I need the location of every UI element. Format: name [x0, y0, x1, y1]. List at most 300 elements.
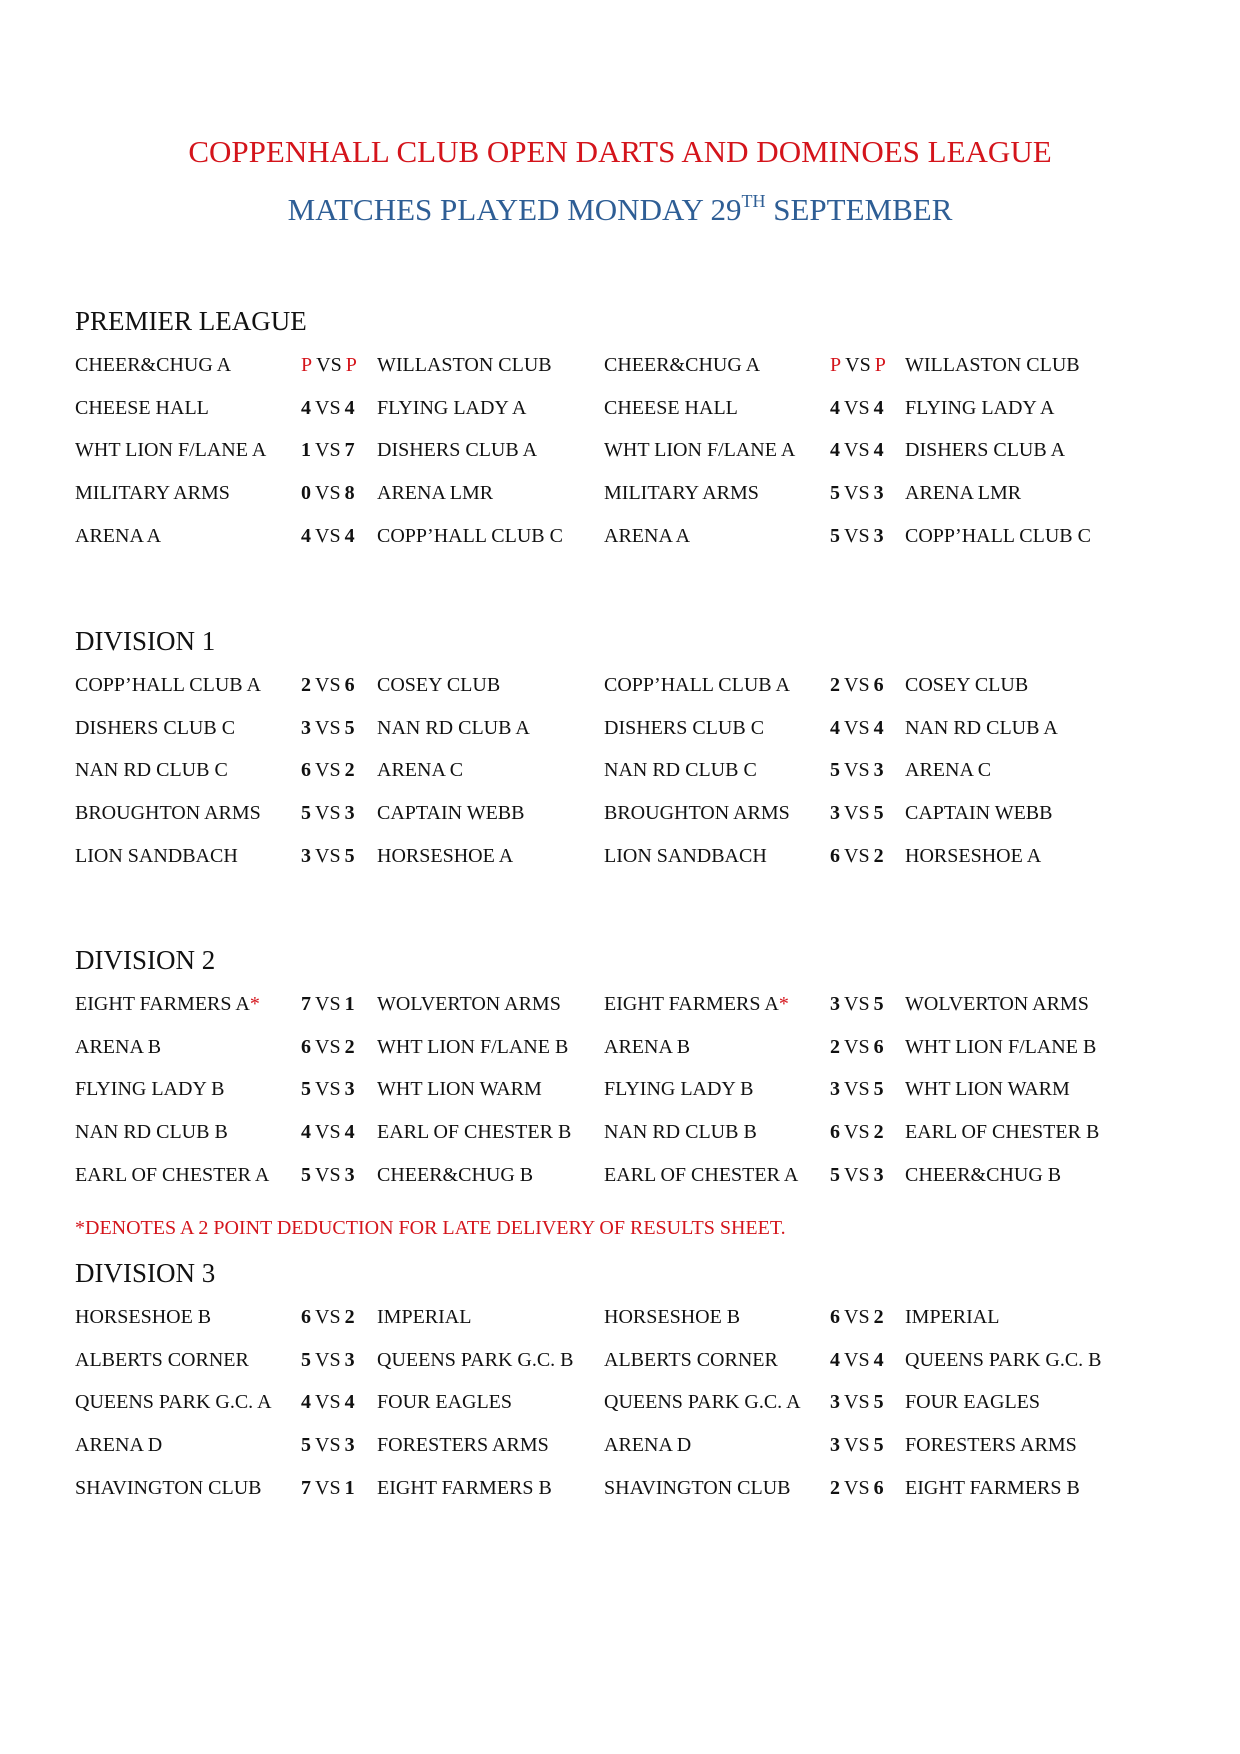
deduction-note: *DENOTES A 2 POINT DEDUCTION FOR LATE DELIVERY OF RESULTS SHEET.: [75, 1217, 786, 1239]
dominoes-home-team: [604, 802, 790, 825]
darts-score: [301, 845, 355, 868]
vs-label: VS: [844, 844, 870, 867]
dominoes-away-team: EIGHT FARMERS B: [905, 1476, 1080, 1499]
away-score: 2: [344, 1306, 355, 1328]
darts-home-team: [75, 674, 261, 697]
home-score: 5: [830, 482, 840, 505]
darts-home-team: [75, 1434, 162, 1457]
home-team-name: EIGHT FARMERS A: [604, 993, 779, 1015]
home-team-name: LION SANDBACH: [75, 844, 238, 867]
vs-label: VS: [315, 524, 341, 547]
darts-away-team: WHT LION F/LANE B: [377, 1035, 569, 1058]
match-row: [0, 845, 1240, 875]
darts-away-team: HORSESHOE A: [377, 844, 514, 867]
darts-score: [301, 1477, 355, 1500]
vs-label: VS: [315, 439, 341, 462]
away-score: P: [874, 354, 886, 376]
match-row: [0, 1349, 1240, 1379]
dominoes-score: [830, 674, 884, 697]
dominoes-away-team: WHT LION WARM: [905, 1078, 1070, 1101]
dominoes-away-team: HORSESHOE A: [905, 844, 1042, 867]
home-score: 3: [830, 1391, 840, 1414]
dominoes-away-team: CHEER&CHUG B: [905, 1163, 1062, 1186]
home-score: 4: [830, 396, 840, 419]
dominoes-home-team: [604, 1434, 691, 1457]
vs-label: VS: [315, 674, 341, 696]
dominoes-away-team: COPP’HALL CLUB C: [905, 524, 1091, 547]
dominoes-score: [830, 1036, 884, 1059]
dominoes-home-team: [604, 482, 759, 505]
dominoes-home-team: [604, 674, 790, 697]
home-team-name: ARENA A: [75, 524, 162, 547]
vs-label: VS: [315, 1434, 341, 1457]
dominoes-score: [830, 397, 884, 420]
home-team-name: BROUGHTON ARMS: [604, 802, 790, 825]
home-score: 5: [301, 1163, 311, 1186]
darts-home-team: [75, 525, 161, 548]
dominoes-away-team: WOLVERTON ARMS: [905, 993, 1089, 1015]
darts-away-team: NAN RD CLUB A: [377, 716, 530, 739]
dominoes-away-team: WILLASTON CLUB: [905, 354, 1080, 376]
away-score: 5: [873, 1078, 884, 1101]
dominoes-score: [830, 802, 884, 825]
away-score: 3: [344, 1434, 355, 1457]
away-score: 3: [873, 759, 884, 782]
dominoes-home-team: [604, 845, 767, 868]
home-score: 4: [830, 716, 840, 739]
home-team-name: ARENA D: [604, 1434, 692, 1457]
home-score: 1: [301, 439, 311, 462]
home-score: 5: [830, 524, 840, 547]
home-team-name: QUEENS PARK G.C. A: [75, 1391, 272, 1414]
match-row: [0, 482, 1240, 512]
dominoes-away-team: COSEY CLUB: [905, 674, 1029, 696]
darts-away-team: ARENA LMR: [377, 482, 494, 505]
vs-label: VS: [315, 1391, 341, 1414]
match-row: [0, 1036, 1240, 1066]
darts-score: [301, 482, 355, 505]
home-team-name: NAN RD CLUB B: [75, 1121, 228, 1144]
home-score: 2: [830, 1035, 840, 1058]
away-score: 5: [873, 993, 884, 1015]
vs-label: VS: [315, 1035, 341, 1058]
darts-home-team: [75, 759, 228, 782]
home-team-name: ARENA B: [604, 1035, 691, 1058]
match-row: [0, 674, 1240, 704]
home-score: 2: [830, 1476, 840, 1499]
dominoes-score: [830, 1477, 884, 1500]
home-score: P: [301, 354, 313, 376]
home-team-name: COPP’HALL CLUB A: [75, 674, 261, 696]
darts-score: [301, 1434, 355, 1457]
darts-home-team: [75, 993, 260, 1016]
home-score: 5: [301, 1434, 311, 1457]
dominoes-away-team: FLYING LADY A: [905, 396, 1055, 419]
match-date-subtitle: [0, 192, 1240, 228]
vs-label: VS: [844, 1348, 870, 1371]
darts-away-team: CAPTAIN WEBB: [377, 802, 525, 825]
dominoes-score: [830, 482, 884, 505]
vs-label: VS: [844, 439, 870, 462]
dominoes-away-team: CAPTAIN WEBB: [905, 802, 1053, 825]
home-score: 2: [830, 674, 840, 696]
match-row: [0, 1078, 1240, 1108]
home-score: 5: [830, 1163, 840, 1186]
home-score: 5: [301, 1078, 311, 1101]
vs-label: VS: [315, 1348, 341, 1371]
away-score: 3: [873, 1163, 884, 1186]
dominoes-score: [830, 1078, 884, 1101]
vs-label: VS: [315, 1163, 341, 1186]
dominoes-away-team: NAN RD CLUB A: [905, 716, 1058, 739]
darts-home-team: [75, 1036, 161, 1059]
home-score: 5: [301, 802, 311, 825]
dominoes-away-team: ARENA C: [905, 759, 992, 782]
away-score: 4: [344, 396, 355, 419]
home-score: 3: [830, 1434, 840, 1457]
darts-away-team: FORESTERS ARMS: [377, 1434, 549, 1457]
home-team-name: MILITARY ARMS: [604, 482, 759, 505]
away-score: 3: [873, 524, 884, 547]
home-team-name: WHT LION F/LANE A: [604, 439, 796, 462]
home-score: 4: [830, 1348, 840, 1371]
vs-label: VS: [315, 844, 341, 867]
vs-label: VS: [844, 802, 870, 825]
home-team-name: ARENA D: [75, 1434, 163, 1457]
darts-score: [301, 802, 355, 825]
away-score: 5: [344, 716, 355, 739]
vs-label: VS: [315, 716, 341, 739]
home-score: P: [830, 354, 842, 376]
vs-label: VS: [315, 1476, 341, 1499]
match-row: [0, 1477, 1240, 1507]
darts-score: [301, 1121, 355, 1144]
vs-label: VS: [844, 1035, 870, 1058]
away-score: 2: [344, 1035, 355, 1058]
home-score: 6: [830, 1306, 840, 1328]
home-score: 6: [301, 759, 311, 782]
match-row: [0, 759, 1240, 789]
away-score: 3: [344, 802, 355, 825]
away-score: 3: [344, 1348, 355, 1371]
home-score: 3: [301, 716, 311, 739]
darts-home-team: [75, 845, 238, 868]
darts-score: [301, 1164, 355, 1187]
home-score: 6: [301, 1035, 311, 1058]
away-score: 2: [344, 759, 355, 782]
dominoes-score: [830, 1121, 884, 1144]
vs-label: VS: [844, 716, 870, 739]
home-team-name: CHEER&CHUG A: [604, 354, 761, 376]
home-team-name: ARENA B: [75, 1035, 162, 1058]
dominoes-home-team: [604, 525, 690, 548]
home-team-name: SHAVINGTON CLUB: [604, 1476, 791, 1499]
dominoes-away-team: ARENA LMR: [905, 482, 1022, 505]
home-team-name: HORSESHOE B: [604, 1306, 741, 1328]
vs-label: VS: [844, 759, 870, 782]
home-score: 7: [301, 993, 311, 1015]
home-team-name: NAN RD CLUB C: [604, 759, 757, 782]
dominoes-home-team: [604, 1078, 753, 1101]
match-row: [0, 1434, 1240, 1464]
darts-score: [301, 759, 355, 782]
home-team-name: LION SANDBACH: [604, 844, 767, 867]
vs-label: VS: [315, 1078, 341, 1101]
home-score: 6: [830, 844, 840, 867]
dominoes-home-team: [604, 993, 789, 1016]
dominoes-score: [830, 1306, 884, 1329]
home-team-name: EARL OF CHESTER A: [75, 1163, 270, 1186]
darts-away-team: WHT LION WARM: [377, 1078, 542, 1101]
darts-home-team: [75, 1121, 228, 1144]
away-score: 4: [873, 1348, 884, 1371]
dominoes-score: [830, 1434, 884, 1457]
home-score: 4: [301, 1391, 311, 1414]
darts-away-team: FOUR EAGLES: [377, 1391, 513, 1414]
home-team-name: WHT LION F/LANE A: [75, 439, 267, 462]
darts-away-team: COPP’HALL CLUB C: [377, 524, 563, 547]
away-score: 5: [344, 844, 355, 867]
dominoes-home-team: [604, 1164, 798, 1187]
away-score: 6: [873, 1476, 884, 1499]
home-team-name: CHEER&CHUG A: [75, 354, 232, 376]
home-score: 5: [830, 759, 840, 782]
dominoes-away-team: IMPERIAL: [905, 1306, 1000, 1328]
vs-label: VS: [844, 1391, 870, 1414]
darts-away-team: DISHERS CLUB A: [377, 439, 538, 462]
away-score: 2: [873, 844, 884, 867]
home-score: 4: [301, 396, 311, 419]
home-team-name: DISHERS CLUB C: [75, 716, 236, 739]
vs-label: VS: [315, 1121, 341, 1144]
vs-label: VS: [844, 1434, 870, 1457]
home-team-name: BROUGHTON ARMS: [75, 802, 261, 825]
home-score: 4: [301, 524, 311, 547]
dominoes-home-team: [604, 1477, 791, 1500]
away-score: 1: [344, 1476, 355, 1499]
darts-away-team: COSEY CLUB: [377, 674, 501, 696]
darts-home-team: [75, 1078, 224, 1101]
darts-away-team: IMPERIAL: [377, 1306, 472, 1328]
darts-score: [301, 674, 355, 697]
match-row: [0, 525, 1240, 555]
match-row: [0, 1391, 1240, 1421]
dominoes-score: [830, 439, 884, 462]
vs-label: VS: [844, 1078, 870, 1101]
darts-home-team: [75, 1391, 272, 1414]
dominoes-away-team: QUEENS PARK G.C. B: [905, 1348, 1102, 1371]
darts-away-team: EARL OF CHESTER B: [377, 1121, 572, 1144]
darts-home-team: [75, 354, 231, 377]
home-team-name: HORSESHOE B: [75, 1306, 212, 1328]
darts-home-team: [75, 717, 235, 740]
deduction-marker: *: [249, 993, 260, 1015]
dominoes-away-team: FOUR EAGLES: [905, 1391, 1041, 1414]
home-team-name: QUEENS PARK G.C. A: [604, 1391, 801, 1414]
darts-home-team: [75, 1306, 211, 1329]
match-row: [0, 1306, 1240, 1336]
darts-score: [301, 525, 355, 548]
away-score: 4: [873, 439, 884, 462]
darts-score: [301, 439, 355, 462]
darts-score: [301, 1391, 355, 1414]
match-row: [0, 802, 1240, 832]
darts-home-team: [75, 1349, 249, 1372]
dominoes-home-team: [604, 1306, 740, 1329]
dominoes-score: [830, 1391, 884, 1414]
home-score: 3: [830, 802, 840, 825]
darts-home-team: [75, 397, 209, 420]
darts-score: [301, 397, 355, 420]
home-team-name: ALBERTS CORNER: [75, 1348, 249, 1371]
away-score: 5: [873, 1434, 884, 1457]
dominoes-home-team: [604, 354, 760, 377]
vs-label: VS: [845, 354, 871, 376]
away-score: 4: [344, 1121, 355, 1144]
dominoes-score: [830, 759, 884, 782]
section-heading: DIVISION 3: [75, 1258, 216, 1288]
home-score: 3: [301, 844, 311, 867]
league-title: COPPENHALL CLUB OPEN DARTS AND DOMINOES LEAGUE: [188, 134, 1052, 169]
dominoes-away-team: EARL OF CHESTER B: [905, 1121, 1100, 1144]
home-team-name: DISHERS CLUB C: [604, 716, 765, 739]
dominoes-home-team: [604, 1036, 690, 1059]
match-row: [0, 439, 1240, 469]
dominoes-score: [830, 354, 886, 377]
darts-home-team: [75, 1477, 262, 1500]
home-score: 5: [301, 1348, 311, 1371]
home-score: 3: [830, 1078, 840, 1101]
darts-score: [301, 1349, 355, 1372]
darts-away-team: CHEER&CHUG B: [377, 1163, 534, 1186]
vs-label: VS: [844, 674, 870, 696]
section-heading: PREMIER LEAGUE: [75, 306, 307, 336]
away-score: 6: [344, 674, 355, 696]
away-score: 4: [873, 396, 884, 419]
darts-away-team: QUEENS PARK G.C. B: [377, 1348, 574, 1371]
darts-away-team: EIGHT FARMERS B: [377, 1476, 552, 1499]
away-score: 2: [873, 1121, 884, 1144]
darts-away-team: WILLASTON CLUB: [377, 354, 552, 376]
away-score: 4: [873, 716, 884, 739]
darts-score: [301, 717, 355, 740]
match-row: [0, 1121, 1240, 1151]
vs-label: VS: [316, 354, 342, 376]
vs-label: VS: [844, 396, 870, 419]
darts-score: [301, 993, 355, 1016]
darts-home-team: [75, 439, 266, 462]
dominoes-score: [830, 1349, 884, 1372]
vs-label: VS: [315, 802, 341, 825]
vs-label: VS: [844, 1163, 870, 1186]
dominoes-away-team: DISHERS CLUB A: [905, 439, 1066, 462]
away-score: 1: [344, 993, 355, 1015]
darts-score: [301, 1078, 355, 1101]
vs-label: VS: [844, 1306, 870, 1328]
subtitle-ordinal: TH: [741, 191, 766, 211]
dominoes-home-team: [604, 759, 757, 782]
vs-label: VS: [844, 524, 870, 547]
away-score: 8: [344, 482, 355, 505]
darts-away-team: WOLVERTON ARMS: [377, 993, 561, 1015]
darts-away-team: ARENA C: [377, 759, 464, 782]
vs-label: VS: [844, 1121, 870, 1144]
match-row: [0, 397, 1240, 427]
match-row: [0, 717, 1240, 747]
away-score: P: [345, 354, 357, 376]
away-score: 3: [344, 1078, 355, 1101]
home-team-name: MILITARY ARMS: [75, 482, 230, 505]
darts-score: [301, 354, 357, 377]
away-score: 2: [873, 1306, 884, 1328]
away-score: 4: [344, 524, 355, 547]
dominoes-home-team: [604, 397, 738, 420]
home-team-name: EIGHT FARMERS A: [75, 993, 250, 1015]
vs-label: VS: [315, 396, 341, 419]
dominoes-away-team: WHT LION F/LANE B: [905, 1035, 1097, 1058]
dominoes-home-team: [604, 439, 795, 462]
vs-label: VS: [844, 482, 870, 505]
away-score: 3: [873, 482, 884, 505]
dominoes-score: [830, 717, 884, 740]
home-score: 6: [301, 1306, 311, 1328]
darts-score: [301, 1036, 355, 1059]
home-team-name: SHAVINGTON CLUB: [75, 1476, 262, 1499]
home-score: 3: [830, 993, 840, 1015]
away-score: 5: [873, 1391, 884, 1414]
dominoes-score: [830, 1164, 884, 1187]
vs-label: VS: [844, 993, 870, 1015]
home-score: 6: [830, 1121, 840, 1144]
home-score: 7: [301, 1476, 311, 1499]
home-team-name: EARL OF CHESTER A: [604, 1163, 799, 1186]
home-team-name: CHEESE HALL: [75, 396, 209, 419]
darts-home-team: [75, 482, 230, 505]
home-team-name: ALBERTS CORNER: [604, 1348, 778, 1371]
vs-label: VS: [315, 482, 341, 505]
darts-score: [301, 1306, 355, 1329]
away-score: 4: [344, 1391, 355, 1414]
home-score: 0: [301, 482, 311, 505]
home-team-name: FLYING LADY B: [604, 1078, 754, 1101]
home-team-name: ARENA A: [604, 524, 691, 547]
vs-label: VS: [315, 993, 341, 1015]
dominoes-score: [830, 993, 884, 1016]
home-team-name: NAN RD CLUB C: [75, 759, 228, 782]
match-row: [0, 1164, 1240, 1194]
dominoes-home-team: [604, 1349, 778, 1372]
dominoes-score: [830, 525, 884, 548]
section-heading: DIVISION 1: [75, 626, 216, 656]
home-score: 4: [830, 439, 840, 462]
dominoes-home-team: [604, 1121, 757, 1144]
match-row: [0, 354, 1240, 384]
away-score: 3: [344, 1163, 355, 1186]
darts-home-team: [75, 1164, 269, 1187]
dominoes-score: [830, 845, 884, 868]
vs-label: VS: [844, 1476, 870, 1499]
dominoes-home-team: [604, 717, 764, 740]
deduction-marker: *: [778, 993, 789, 1015]
section-heading: DIVISION 2: [75, 945, 216, 975]
home-team-name: CHEESE HALL: [604, 396, 738, 419]
darts-home-team: [75, 802, 261, 825]
dominoes-away-team: FORESTERS ARMS: [905, 1434, 1077, 1457]
home-score: 2: [301, 674, 311, 696]
home-score: 4: [301, 1121, 311, 1144]
match-row: [0, 993, 1240, 1023]
subtitle-prefix: MATCHES PLAYED MONDAY 29: [287, 192, 742, 227]
